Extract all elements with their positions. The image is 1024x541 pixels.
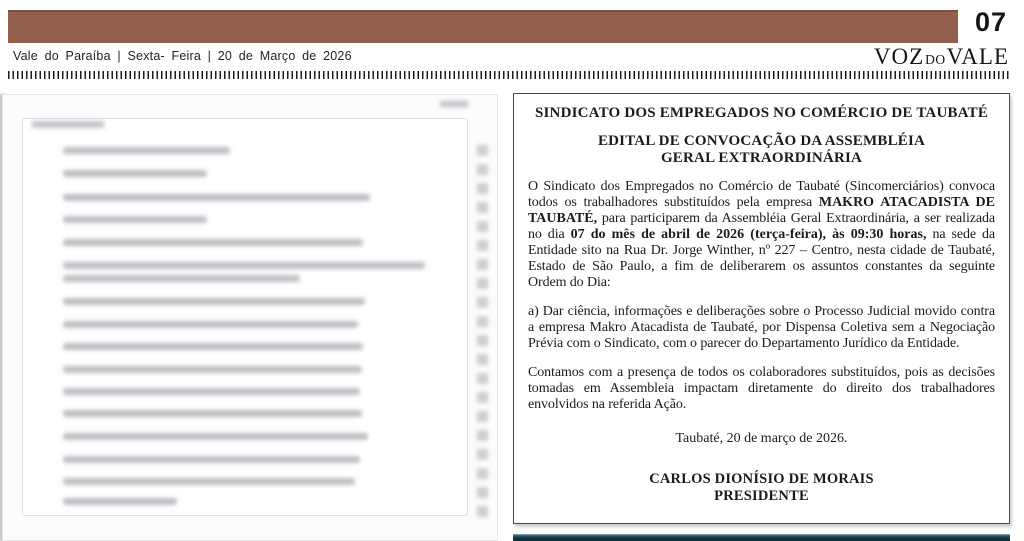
blurred-text-line (63, 147, 230, 154)
masthead-word-do: DO (925, 52, 946, 67)
blurred-text-line (63, 343, 363, 350)
notice-title: SINDICATO DOS EMPREGADOS NO COMÉRCIO DE TAUBATÉ (534, 105, 989, 121)
blurred-text-line (63, 194, 370, 201)
notice-paragraph-closing: Contamos com a presença de todos os colaboradores substituídos, pois as decisões tomadas em Assembleia impactam diretamente do direito dos trabalhadores envolvidos na referida Ação. (528, 365, 995, 412)
blurred-text-line (63, 410, 362, 417)
blurred-text-line (63, 239, 363, 246)
signature-name: CARLOS DIONÍSIO DE MORAIS (649, 471, 874, 487)
p1-text: O Sindicato dos Empregados no Comércio de Taubaté (Sincomerciários) convoca todos os trabalhadores substituídos pela empresa (528, 179, 995, 210)
p1-datetime-bold: 07 do mês de abril de 2026 (terça-feira), às 09:30 horas, (570, 227, 927, 242)
notice-paragraph-1 (528, 179, 995, 291)
notice-paragraph-agenda: a) Dar ciência, informações e deliberações sobre o Processo Judicial movido contra a empresa Makro Atacadista de Taubaté, por Dispensa Coletiva sem a Negociação Prévia com o Sindicato, com o parecer do Departamento Jurídico da Entidade. (528, 304, 995, 351)
blurred-vertical-sidebar (477, 145, 488, 525)
p1-text: para participarem da Assembléia Geral Extraordinária, a ser realizada no dia (528, 211, 995, 242)
blurred-text-line (63, 388, 360, 395)
masthead-logo (874, 44, 1009, 70)
notice-subtitle: EDITAL DE CONVOCAÇÃO DA ASSEMBLÉIA GERAL EXTRAORDINÁRIA (597, 133, 926, 166)
blurred-text-line (63, 366, 362, 373)
notice-date-place: Taubaté, 20 de março de 2026. (675, 431, 848, 446)
p1-company-bold: MAKRO ATACADISTA DE TAUBATÉ, (528, 195, 995, 226)
p1-text: na sede da Entidade sito na Rua Dr. Jorge Winther, nº 227 – Centro, nesta cidade de Taubaté, Estado de São Paulo, a fim de deliberarem os assuntos constantes da seguinte Ordem do Dia: (528, 227, 995, 290)
blurred-text-line (63, 262, 425, 269)
edition-dateline: Vale do Paraíba | Sexta- Feira | 20 de Março de 2026 (13, 49, 352, 63)
blurred-text-line (63, 478, 355, 485)
blurred-text-line (63, 298, 365, 305)
masthead-word-vale: VALE (946, 44, 1009, 69)
blurred-text-line (63, 275, 300, 282)
masthead-word-voz: VOZ (873, 44, 925, 69)
blurred-document (2, 94, 498, 541)
page-number: 07 (974, 7, 1007, 37)
blurred-text-line (63, 216, 207, 223)
blurred-text-line (63, 498, 177, 505)
blurred-text-line (63, 170, 207, 177)
blurred-text-line (63, 456, 360, 463)
next-ad-top-bar (513, 534, 1010, 541)
signature-role: PRESIDENTE (714, 488, 809, 504)
blurred-corner-text (440, 101, 468, 107)
legal-notice-box (513, 93, 1010, 524)
blurred-text-line (63, 433, 368, 440)
notice-signature (528, 471, 995, 505)
blurred-text-line (63, 321, 358, 328)
blurred-document-label (32, 121, 104, 128)
hatch-divider (8, 71, 1010, 79)
header-brown-bar (8, 10, 958, 43)
